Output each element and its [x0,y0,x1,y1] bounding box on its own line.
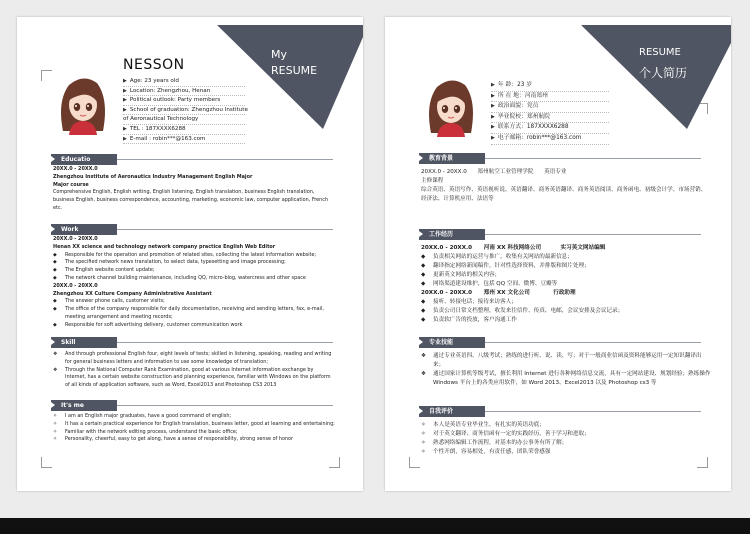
diamond-icon: ◆ [421,281,426,287]
education-block: 20XX.0 - 20XX.0 Zhengzhou Institute of Aeronautics Industry Management English Major Major course Comprehensive English, English writing, English listening, English translation, business English translation, business English, business correspondence, accounting, marketing, economic law, computer application, French etc. [53,166,329,211]
self-block: ✧ 本人是英语专业毕业生，有扎实的英语功底； ✧ 对于英文翻译、商务信函有一定的实践经历，善于学习和进取； ✧ 熟悉网络编辑工作流程，对基本的办公事务有所了解； ✧ 个性开朗，容易相处，有责任感，团队荣誉感强 [421,422,590,455]
work-block: 20XX.0 - 20XX.0 Henan XX science and technology network company practice English Web Editor ◆ Responsible for the operation and promotion of related sites, collecting the latest information website; ◆ The specified network news translation, to select data, typesetting and image processing; ◆ The English website content update; ◆ The network channel building maintenance, including QQ, micro-blog, watercress and other space 20XX.0 - 20XX.0 Zhengzhou XX Culture Company Administrative Assistant ◆ The answer phone calls, customer visits; ◆ The office of the company responsible for daily documentation, receiving and sending letters, fax, e-mail, meeting arrangement and meeting records; ◆ Responsible for soft advertising delivery, customer communication work [53,236,324,328]
section-self [419,406,701,417]
banner-title [271,47,317,79]
person-name: NESSON [123,57,185,73]
bottom-bar [0,518,750,534]
personal-info [123,77,248,144]
star-bullet-icon: ✧ [53,413,58,419]
star-bullet-icon: ❖ [421,371,427,377]
section-skill [419,337,701,348]
banner-line1: RESUME [639,47,681,58]
info-row: of Aeronautical Technology [123,115,245,125]
banner-line2: 个人简历 [639,66,688,80]
info-row: ▶ E-mail : robin***@163.com [123,135,245,145]
info-row: ▶ 所 在 地：河南郑州 [491,92,609,103]
diamond-icon: ◆ [421,299,426,305]
diamond-icon: ◆ [421,272,426,278]
section-label: Skill [51,337,117,348]
section-itsme [51,400,333,411]
info-row: ▶ 电子邮箱：robin***@163.com [491,134,609,145]
diamond-icon: ◆ [53,267,57,274]
section-work [51,224,333,235]
itsme-block: ✧ I am an English major graduates, have a good command of english; ✧ It has a certain practical experience for English translation, business letter, good at learning and entertaining; ✧ Familiar with the network editing process, understand the basic office; ✧ Personality, cheerful, easy to get along, have a sense of responsibility, strong sense of honor [53,413,335,443]
diamond-icon: ◆ [53,321,57,328]
triangle-arrow-icon: ▶ [123,106,127,113]
star-bullet-icon: ❖ [421,353,427,359]
diamond-icon: ◆ [421,263,426,269]
star-bullet-icon: ✧ [421,449,426,455]
diamond-icon: ◆ [421,308,426,314]
section-label: 教育背景 [419,153,485,164]
section-skill [51,337,333,348]
personal-info [491,81,609,145]
triangle-arrow-icon: ▶ [123,78,127,84]
diamond-icon: ◆ [421,317,426,323]
corner-mark [41,457,52,468]
info-row: ▶ 年 龄：23 岁 [491,81,609,92]
info-row: ▶ 毕业院校：郑州航院 [491,113,609,124]
section-label: 自我评价 [419,406,485,417]
section-label: Educatio [51,154,117,165]
info-row: ▶ 联系方式：187XXXX6288 [491,123,609,134]
star-bullet-icon: ❖ [53,366,58,373]
info-row: ▶ TEL : 187XXXX6288 [123,125,245,135]
triangle-arrow-icon: ▶ [491,103,495,110]
resume-page-english [17,17,363,491]
info-row: ▶ Age: 23 years old [123,77,245,87]
diamond-icon: ◆ [53,259,57,266]
triangle-arrow-icon: ▶ [123,87,127,94]
star-bullet-icon: ✧ [421,431,426,437]
section-education [51,154,333,165]
resume-page-chinese [385,17,731,491]
section-label: 工作经历 [419,229,485,240]
corner-mark [41,70,52,81]
star-bullet-icon: ✧ [421,422,426,428]
corner-mark [409,457,420,468]
work-block: 20XX.0 - 20XX.0 河南 XX 科技网络公司 实习英文网站编辑 ◆ 负责相关网站的运营与推广，收集有关网站的最新信息； ◆ 翻译指定网络新闻稿件，针对性选择资料，并排版和图片处理； ◆ 更新英文网站的相关内容； ◆ 网络渠道建设维护，包括 QQ 空间、微博、豆瓣等 20XX.0 - 20XX.0 郑州 XX 文化公司 行政助理 ◆ 接听、转接电话；接待来访客人； ◆ 负责公司日常文档整理，收发来往信件、传真、电邮，会议安排及会议记录； ◆ 负责软广告的投放，客户沟通工作 [421,245,624,323]
corner-mark [329,457,340,468]
triangle-arrow-icon: ▶ [491,113,495,120]
triangle-arrow-icon: ▶ [123,125,127,132]
banner-line2: RESUME [271,64,318,77]
diamond-icon: ◆ [53,306,57,313]
banner-title [639,45,687,81]
star-bullet-icon: ✧ [53,420,58,427]
triangle-arrow-icon: ▶ [491,92,495,99]
triangle-arrow-icon: ▶ [491,134,495,141]
section-education [419,153,701,164]
section-work [419,229,701,240]
section-label: Work [51,224,117,235]
diamond-icon: ◆ [53,298,57,305]
triangle-arrow-icon: ▶ [491,124,495,131]
banner-line1: My [271,48,288,61]
triangle-arrow-icon: ▶ [491,82,495,88]
skill-block: ❖ And through professional English four, eight levels of tests; skilled in listening, speaking, reading and writing for general business letters and information to use some knowledge of translation; ❖ Through the National Computer Rank Examination, good at various Internet information exchange by Internet, has a certain website construction and planning experience, familiar with Windows on the platform of all kinds of application software, such as Word, Excel2013 and Photoshop CS3 2013 [53,351,332,389]
info-row: ▶ Political outlook: Party members [123,96,245,106]
skill-block: ❖ 通过专业英语四、八级考试；熟练的进行听、说、读、写；对于一般商业信函及资料能够运用一定知识翻译出来； ❖ 通过国家计算机等级考试，擅长利用 Internet 进行各种网络信息交流，具有一定网站建设、规划经验；熟练操作 Windows 平台上的各类应用软件，如 Word 2013、Excel2013 以及 Photoshop cs3 等 [421,353,711,386]
triangle-arrow-icon: ▶ [123,135,127,142]
info-row: ▶ 政治面貌：党员 [491,102,609,113]
corner-mark [697,457,708,468]
info-row: ▶ Location: Zhengzhou, Henan [123,87,245,97]
star-bullet-icon: ✧ [421,440,426,446]
diamond-icon: ◆ [421,254,426,260]
avatar [55,71,111,139]
section-label: It's me [51,400,117,411]
diamond-icon: ◆ [53,274,57,281]
star-bullet-icon: ✧ [53,428,58,435]
section-label: 专业技能 [419,337,485,348]
education-block: 20XX.0 - 20XX.0 郑州航空工业管理学院 英语专业 主修课程 综合英语、英语写作、英语视听说、英语翻译、商务英语翻译、商务英语阅读、商务函电、初级会计学、市场营销、经济法、计算机应用、法语等 [421,169,707,202]
diamond-icon: ◆ [53,251,57,258]
info-row: ▶ School of graduation: Zhengzhou Institute [123,106,245,116]
star-bullet-icon: ❖ [53,351,58,357]
triangle-arrow-icon: ▶ [123,97,127,104]
star-bullet-icon: ✧ [53,436,58,443]
avatar [423,73,479,141]
